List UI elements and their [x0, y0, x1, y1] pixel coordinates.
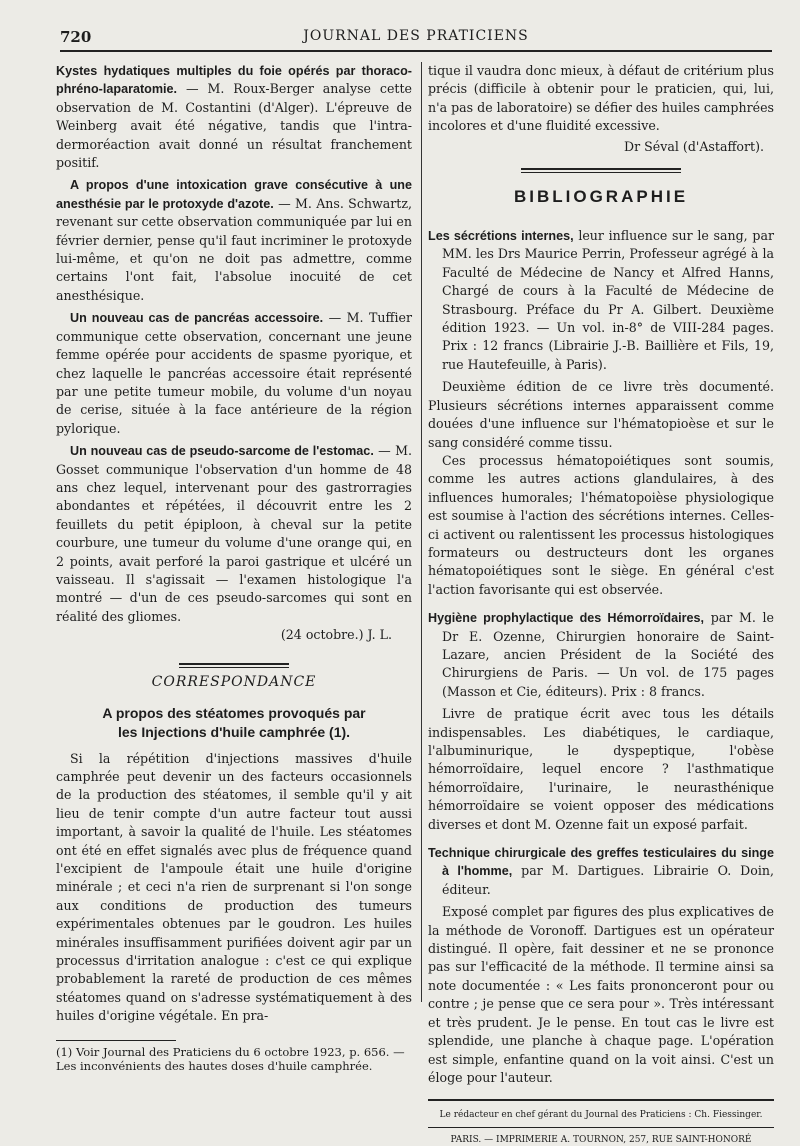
report-pseudo-sarcome [56, 442, 412, 626]
book-title: Les sécrétions internes, [428, 229, 574, 244]
section-title-bibliographie: BIBLIOGRAPHIE [513, 187, 689, 207]
book-reference: par M. le Dr E. Ozenne, Chirurgien honoraire de Saint-Lazare, ancien Président de la Société des Chirurgiens de Paris. — Un vol. de 175 pages (Masson et Cie, éditeurs). Prix : 8 francs. [442, 610, 774, 699]
book-reference: leur influence sur le sang, par MM. les Drs Maurice Perrin, Professeur agrégé à la Faculté de Médecine de Nancy et Alfred Hanns, Chargé de cours à la Faculté de Médecine de Strasbourg. Préface du Pr A. Gilbert. Deuxième édition 1923. — Un vol. in-8° de VIII-284 pages. Prix : 12 francs (Librairie J.-B. Baillière et Fils, 19, rue Hautefeuille, à Paris). [442, 228, 774, 372]
article-signature: Dr Séval (d'Astaffort). [624, 138, 764, 154]
report-text: — M. Roux-Berger analyse cette observation de M. Costantini (d'Alger). L'épreuve de Weinberg avait été négative, tandis que l'intra-dermoréaction avait donné un résultat franchement positif. [56, 81, 412, 171]
report-text: — M. Ans. Schwartz, revenant sur cette observation communiquée par lui en février dernier, pense qu'il faut incriminer le protoxyde lui-même, et qu'on ne doit pas admettre, comme certains l'ont fait, l'absolue inocuité de cet anesthésique. [56, 195, 412, 303]
left-column [56, 62, 412, 1073]
section-rule [179, 663, 289, 668]
section-rule [521, 168, 681, 173]
article-body: Si la répétition d'injections massives d'huile camphrée peut devenir un des facteurs occasionnels de la production des stéatomes, il semble qu'il y ait lieu de tenir compte d'un autre facteur tout aussi important, à savoir la qualité de l'huile. Les stéatomes ont été en effet signalés avec plus de fréquence quand l'excipient de l'ampoule était une huile d'origine minérale ; et ceci n'a rien de surprenant si l'on songe aux conditions de production des tumeurs expérimentales obtenues par le goudron. Les huiles minérales insuffisamment purifiées doivent agir par un processus d'irritation analogue : c'est ce qui explique probablement la rareté de production de ces mêmes stéatomes quand on s'adresse systématiquement à des huiles d'origine végétale. En pra- [56, 750, 412, 1024]
report-title: Kystes hydatiques multiples du foie opérés par thoraco-phréno-laparatomie. [56, 64, 412, 97]
header-rule [60, 50, 772, 52]
article-title [56, 704, 412, 742]
report-title: Un nouveau cas de pancréas accessoire. [70, 311, 324, 326]
article-title-line-2: les Injections d'huile camphrée (1). [117, 723, 351, 740]
footer-printer: PARIS. — IMPRIMERIE A. TOURNON, 257, RUE SAINT-HONORÉ [450, 1135, 752, 1146]
report-text: — M. Tuffier communique cette observation, concernant une jeune femme opérée pour accidents de spasme pyorique, et chez laquelle le pancréas accessoire était représenté par une petite tumeur mobile, du volume d'un noyau de cerise, située à la face antérieure de la région pylorique. [56, 310, 412, 436]
article-continuation: tique il vaudra donc mieux, à défaut de critérium plus précis (difficile à obtenir pour le praticien, qui, lui, n'a pas de laboratoire) se défier des huiles camphrées incolores et d'une fluidité excessive. [428, 63, 774, 134]
report-kystes [56, 62, 412, 172]
book-review: Ces processus hématopoiétiques sont soumis, comme les autres actions glandulaires, à des influences humorales; l'hématopoièse physiologique est soumise à l'action des sécrétions internes. Celles-ci activent ou ralentissent les processus histologiques formateurs ou destructeurs dont les organes hématopoiétiques sont le siège. En général c'est l'action favorisante qui est observée. [428, 452, 774, 597]
footnote: (1) Voir Journal des Praticiens du 6 octobre 1923, p. 656. — Les inconvénients des hautes doses d'huile camphrée. [56, 1044, 405, 1073]
report-title: A propos d'une intoxication grave consécutive à une anesthésie par le protoxyde d'azote. [56, 178, 412, 211]
page-number: 720 [60, 28, 92, 46]
book-entry-greffes [428, 844, 774, 899]
book-review: Deuxième édition de ce livre très documenté. Plusieurs sécrétions internes apparaissent comme douées d'une influence sur l'hématopioèse et sur le sang considéré comme tissu. [428, 379, 774, 450]
page-header [60, 28, 772, 48]
book-title: Technique chirurgicale des greffes testiculaires du singe à l'homme, [428, 846, 774, 879]
column-divider [421, 62, 422, 1002]
report-text: — M. Gosset communique l'observation d'un homme de 48 ans chez lequel, intervenant pour des gastrorragies abondantes et répétées, il découvrit entre les 2 feuillets du petit épiploon, à cheval sur la petite courbure, une tumeur du volume d'une orange qui, en 2 points, avait perforé la paroi gastrique et ulcéré un vaisseau. Il s'agissait — l'examen histologique l'a montré — d'un de ces pseudo-sarcomes qui sont en réalité des gliomes. [56, 443, 412, 624]
footer-rule [428, 1099, 774, 1101]
book-reference: par M. Dartigues. Librairie O. Doin, éditeur. [442, 863, 775, 897]
book-review: Exposé complet par figures des plus explicatives de la méthode de Voronoff. Dartigues est un opérateur distingué. Il opère, fait dessiner et ne se prononce pas sur l'efficacité de la méthode. Il termine ainsi sa note documentée : « Les faits prononceront pour ou contre ; je pense que ce sera pour ». Très intéressant et très prudent. Je le pense. En tout cas le livre est splendide, une planche à chaque page. L'opération est simple, enfantine quand on la voit ainsi. C'est un éloge pour l'auteur. [428, 904, 774, 1085]
footnote-rule [56, 1040, 176, 1041]
footer-rule [428, 1127, 774, 1128]
right-column [428, 62, 774, 1146]
article-title-line-1: A propos des stéatomes provoqués par [102, 704, 366, 721]
book-review: Livre de pratique écrit avec tous les détails indispensables. Les diabétiques, le cardiaque, l'albuminurique, le dyspeptique, l'obèse hémorroïdaire, lequel encore ? l'asthmatique hémorroïdaire, l'urinaire, le neurasthénique hémorroïdaire se voient opposer des médications diverses et dont M. Ozenne fait un exposé parfait. [428, 706, 774, 832]
report-intoxication [56, 176, 412, 305]
book-entry-secretions [428, 227, 774, 374]
book-title: Hygiène prophylactique des Hémorroïdaires, [428, 611, 705, 626]
section-title-correspondance: CORRESPONDANCE [151, 673, 317, 690]
book-entry-hemorroidaires [428, 609, 774, 701]
report-pancreas [56, 309, 412, 438]
footer-editor: Le rédacteur en chef gérant du Journal des Praticiens : Ch. Fiessinger. [439, 1110, 763, 1121]
report-signature: (24 octobre.) J. L. [280, 627, 392, 643]
report-title: Un nouveau cas de pseudo-sarcome de l'estomac. [70, 444, 374, 459]
journal-title: JOURNAL DES PRATICIENS [303, 28, 529, 44]
